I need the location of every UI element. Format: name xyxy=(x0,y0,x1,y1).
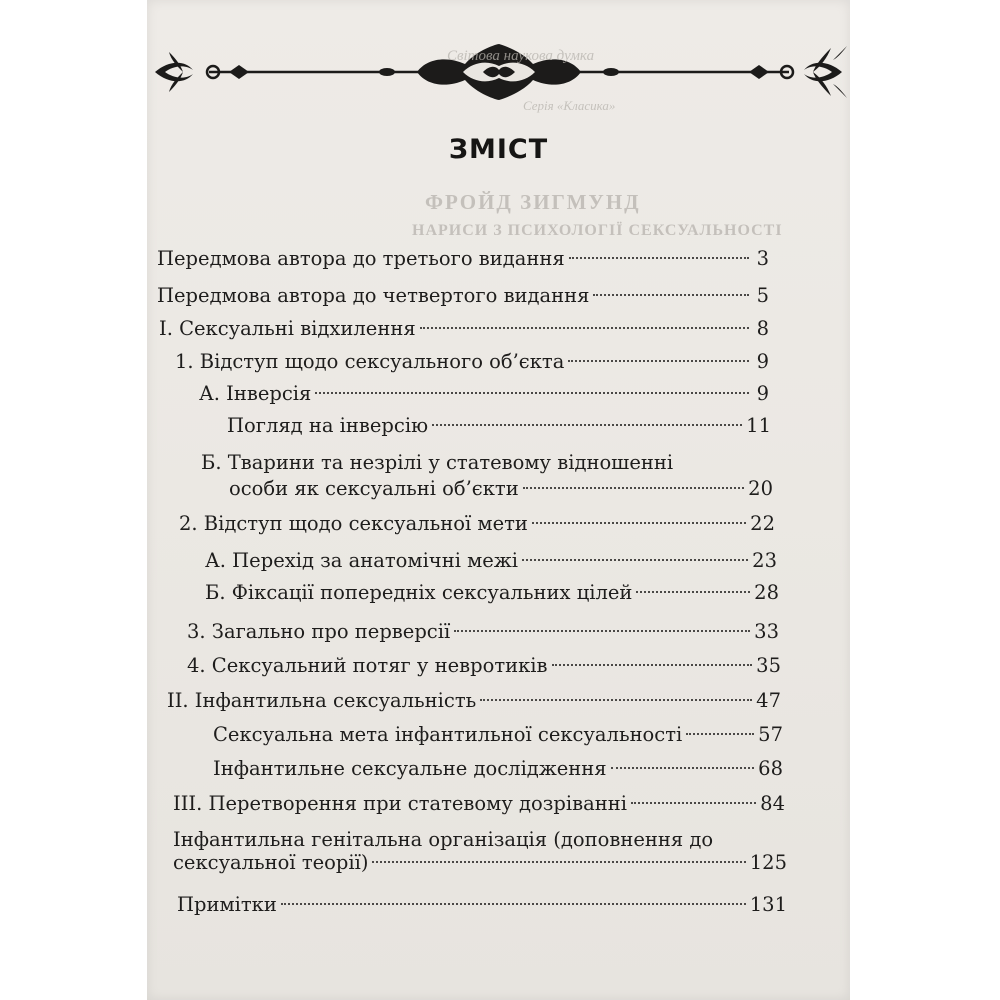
toc-entry-title: Передмова автора до третього видання xyxy=(157,247,565,270)
book-page xyxy=(147,0,850,1000)
toc-entry-title: 3. Загально про перверсії xyxy=(187,620,451,643)
dot-leader xyxy=(686,733,754,735)
page-title: ЗМІСТ xyxy=(448,134,549,165)
toc-entry-page: 20 xyxy=(748,477,773,500)
dot-leader xyxy=(636,591,750,593)
toc-entry-title: І. Сексуальні відхилення xyxy=(159,317,416,340)
dot-leader xyxy=(522,559,748,561)
toc-entry xyxy=(157,243,769,275)
toc-entry-title: Передмова автора до четвертого видання xyxy=(157,284,590,307)
toc-entry xyxy=(159,313,769,345)
toc-entry-title: А. Перехід за анатомічні межі xyxy=(205,549,519,572)
toc-entry-page: 35 xyxy=(756,654,781,677)
toc-entry xyxy=(205,545,777,577)
bleed-through-text: ФРОЙД ЗИГМУНД xyxy=(425,190,641,214)
toc-entry xyxy=(157,280,769,312)
dot-leader xyxy=(611,767,755,769)
toc-entry xyxy=(173,847,787,879)
toc-entry-page: 47 xyxy=(756,689,781,712)
dot-leader xyxy=(432,424,742,426)
toc-entry-title: А. Інверсія xyxy=(199,382,312,405)
toc-entry-title: Інфантильне сексуальне дослідження xyxy=(213,757,607,780)
dot-leader xyxy=(372,861,745,863)
toc-entry xyxy=(173,788,785,820)
dot-leader xyxy=(552,664,753,666)
toc-entry-title: 4. Сексуальний потяг у невротиків xyxy=(187,654,548,677)
toc-entry-page: 28 xyxy=(754,581,779,604)
dot-leader xyxy=(454,630,750,632)
toc-entry xyxy=(177,889,787,921)
dot-leader xyxy=(281,903,746,905)
bleed-through-text: Серія «Класика» xyxy=(523,98,616,113)
dot-leader xyxy=(568,360,749,362)
toc-entry-title: ІІІ. Перетворення при статевому дозріванні xyxy=(173,792,627,815)
toc-entry-page: 84 xyxy=(760,792,785,815)
toc-entry xyxy=(229,473,773,505)
toc-entry-title: ІІ. Інфантильна сексуальність xyxy=(167,689,477,712)
toc-entry xyxy=(213,719,783,751)
toc-entry-page: 57 xyxy=(758,723,783,746)
toc-entry-page: 11 xyxy=(746,414,771,437)
dot-leader xyxy=(315,392,749,394)
toc-entry-title-line1: Інфантильна генітальна організація (доповнення до xyxy=(173,828,714,851)
toc-entry-page: 131 xyxy=(749,893,787,916)
toc-entry-page: 5 xyxy=(756,284,769,307)
dot-leader xyxy=(593,294,749,296)
toc-entry-page: 125 xyxy=(749,851,787,874)
toc-entry-page: 8 xyxy=(756,317,769,340)
toc-entry-page: 9 xyxy=(756,382,769,405)
toc-entry-title: сексуальної теорії) xyxy=(173,851,369,874)
toc-entry-title: особи як сексуальні об’єкти xyxy=(229,477,519,500)
toc-entry-title: Сексуальна мета інфантильної сексуальності xyxy=(213,723,683,746)
toc-entry xyxy=(227,410,771,442)
dot-leader xyxy=(420,327,749,329)
toc-entry xyxy=(175,346,769,378)
toc-entry-page: 9 xyxy=(756,350,769,373)
toc-entry-title: Погляд на інверсію xyxy=(227,414,429,437)
toc-entry-title-line1: Б. Тварини та незрілі у статевому відношенні xyxy=(201,451,674,474)
toc-entry-title: 1. Відступ щодо сексуального об’єкта xyxy=(175,350,565,373)
toc-entry-page: 3 xyxy=(756,247,769,270)
toc-entry xyxy=(213,753,783,785)
toc-entry xyxy=(187,616,779,648)
bleed-through-text: Світова наукова думка xyxy=(447,48,595,64)
toc-entry-page: 22 xyxy=(750,512,775,535)
dot-leader xyxy=(523,487,744,489)
dot-leader xyxy=(532,522,746,524)
toc-entry-page: 33 xyxy=(754,620,779,643)
dot-leader xyxy=(631,802,756,804)
bleed-through-text: НАРИСИ З ПСИХОЛОГІЇ СЕКСУАЛЬНОСТІ xyxy=(412,222,783,239)
toc-entry-title: Б. Фіксації попередніх сексуальних цілей xyxy=(205,581,633,604)
toc-entry-page: 23 xyxy=(752,549,777,572)
toc-entry xyxy=(205,577,779,609)
toc-entry-title: 2. Відступ щодо сексуальної мети xyxy=(179,512,528,535)
dot-leader xyxy=(569,257,749,259)
toc-entry-title: Примітки xyxy=(177,893,277,916)
toc-entry-page: 68 xyxy=(758,757,783,780)
dot-leader xyxy=(480,699,752,701)
toc-entry xyxy=(187,650,781,682)
toc-entry xyxy=(167,685,781,717)
toc-entry xyxy=(199,378,769,410)
toc-entry xyxy=(179,508,775,540)
table-of-contents xyxy=(147,0,850,1000)
